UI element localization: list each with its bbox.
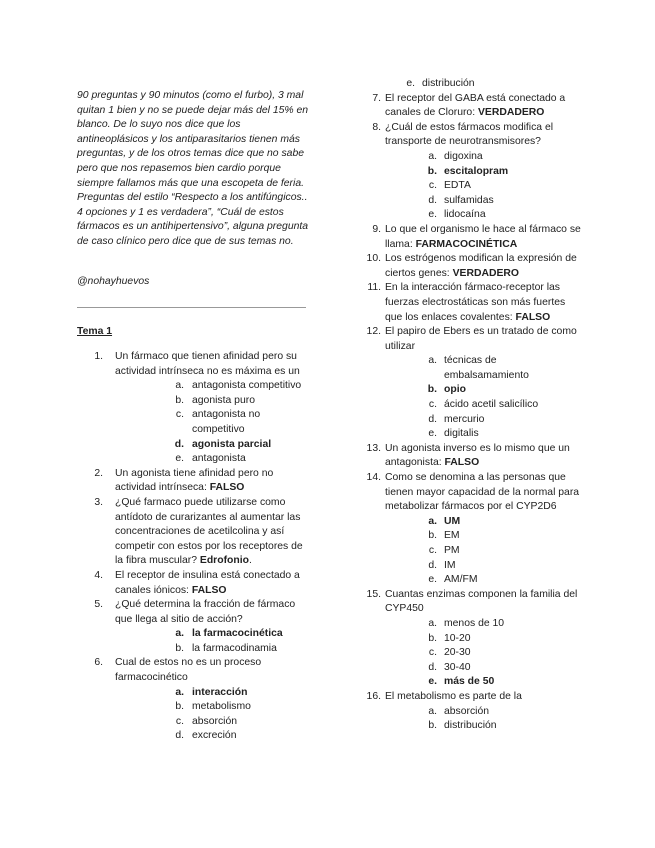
option-text: digitalis: [444, 428, 479, 440]
option-item: [385, 632, 581, 647]
question-number: 2.: [94, 467, 103, 479]
question-text: El receptor del GABA está conectado a canales de Cloruro:: [385, 92, 566, 119]
question-item: [363, 471, 581, 588]
question-number: 4.: [94, 569, 103, 581]
option-item: [385, 719, 581, 734]
option-letter: d.: [174, 438, 184, 450]
question-number: 9.: [372, 223, 381, 235]
option-text: absorción: [192, 715, 238, 727]
divider: [77, 307, 306, 308]
option-item: [115, 379, 311, 394]
option-letter: c.: [428, 399, 437, 411]
question-item: [77, 656, 311, 744]
option-text: 10-20: [444, 632, 471, 644]
question-number: 8.: [372, 121, 381, 133]
option-list: [115, 379, 311, 467]
option-item: [385, 573, 581, 588]
question-text: Un fármaco que tienen afinidad pero su actividad intrínseca no es máxima es un: [115, 351, 300, 377]
question-item: [77, 569, 311, 598]
option-text: AM/FM: [444, 574, 478, 586]
option-text: menos de 10: [444, 617, 505, 629]
option-text: metabolismo: [192, 701, 251, 713]
option-item: [385, 208, 581, 223]
left-column: [77, 350, 311, 744]
option-letter: d.: [428, 413, 437, 425]
option-text: ácido acetil salicílico: [444, 399, 539, 411]
option-text: agonista parcial: [192, 438, 272, 450]
option-list: [385, 150, 581, 223]
option-text: absorción: [444, 705, 490, 717]
option-text: más de 50: [444, 676, 495, 688]
question-answer: FALSO: [515, 311, 551, 323]
option-letter: d.: [428, 661, 437, 673]
option-letter: d.: [175, 730, 184, 742]
option-letter: a.: [428, 617, 437, 629]
question-text: En la interacción fármaco-receptor las fuerzas electrostáticas son más fuertes que los enlaces covalentes:: [385, 282, 566, 323]
option-item: [115, 438, 311, 453]
option-letter: d.: [428, 559, 437, 571]
question-item: [363, 223, 581, 252]
option-letter: a.: [175, 628, 184, 640]
option-item: [385, 194, 581, 209]
question-answer: Edrofonio: [199, 555, 249, 567]
option-text: antagonista competitivo: [192, 380, 302, 392]
option-letter: a.: [175, 686, 184, 698]
question-number: 6.: [94, 657, 103, 669]
question-item: [363, 281, 581, 325]
option-text: UM: [444, 515, 461, 527]
option-text: distribución: [422, 78, 475, 89]
option-letter: b.: [175, 701, 184, 713]
question-answer: FALSO: [209, 482, 245, 494]
option-item: [385, 529, 581, 544]
option-letter: e.: [428, 574, 437, 586]
question-item: [363, 121, 581, 223]
option-letter: c.: [175, 409, 184, 421]
option-item: [115, 715, 311, 730]
option-text: PM: [444, 545, 460, 556]
option-item: [385, 398, 581, 413]
question-item: [363, 442, 581, 471]
option-text: la farmacodinamia: [192, 642, 277, 654]
option-letter: e.: [175, 453, 184, 465]
option-text: excreción: [192, 730, 237, 742]
option-text: la farmacocinética: [192, 628, 283, 640]
option-letter: b.: [428, 530, 437, 542]
question-number: 14.: [366, 472, 381, 484]
option-letter: b.: [427, 165, 437, 177]
question-answer: FALSO: [444, 457, 480, 469]
option-item: [385, 165, 581, 180]
option-item: [385, 427, 581, 442]
option-list: [363, 77, 581, 92]
option-item: [385, 661, 581, 676]
right-column: [363, 77, 581, 734]
option-item: [385, 646, 581, 661]
option-text: digoxina: [444, 150, 483, 162]
option-letter: b.: [427, 384, 437, 396]
option-text: antagonista: [192, 453, 246, 465]
question-text: ¿Cuál de estos fármacos modifica el transporte de neurotransmisores?: [385, 121, 554, 148]
option-item: [385, 179, 581, 194]
intro-paragraph: 90 preguntas y 90 minutos (como el furbo), 3 mal quitan 1 bien y no se puede dejar más del 15% en blanco. De lo suyo nos dice que los antineoplásicos y los antiparasitarios tienen más preguntas, y de los otros temas dice que no sabe pero que nos repasemos bien cardio porque siempre fallamos más que una escopeta de feria. Preguntas del estilo “Respecto a los antifúngicos.. 4 opciones y 1 es verdadera”, “Cuál de estos fármacos es un antihipertensivo”, alguna pregunta de caso clínico pero dice que de sus temas no.: [77, 90, 309, 247]
question-text: Los estrógenos modifican la expresión de ciertos genes:: [385, 253, 577, 279]
option-text: mercurio: [444, 413, 485, 425]
option-item: [115, 700, 311, 715]
option-text: EDTA: [444, 180, 471, 192]
question-answer: VERDADERO: [452, 267, 519, 279]
option-letter: a.: [428, 355, 437, 367]
question-answer: FARMACOCINÉTICA: [415, 238, 518, 250]
question-text: Un agonista tiene afinidad pero no actividad intrínseca:: [115, 467, 274, 494]
option-letter: b.: [428, 632, 437, 644]
option-item: [385, 413, 581, 428]
question-number: 11.: [367, 282, 381, 294]
question-answer: FALSO: [191, 584, 227, 596]
option-list: [385, 515, 581, 588]
option-item: [385, 383, 581, 398]
option-text: escitalopram: [444, 165, 509, 177]
question-list: [77, 350, 311, 744]
option-letter: c.: [175, 715, 184, 727]
option-text: antagonista no competitivo: [192, 409, 261, 435]
option-letter: a.: [175, 380, 184, 392]
option-letter: e.: [428, 676, 437, 688]
option-letter: a.: [428, 515, 437, 527]
option-text: interacción: [192, 686, 248, 698]
option-letter: a.: [428, 705, 437, 717]
question-item: [363, 325, 581, 442]
question-item: [363, 690, 581, 734]
option-item: [385, 705, 581, 720]
option-item: [363, 77, 581, 92]
question-number: 12.: [366, 326, 381, 338]
option-item: [385, 150, 581, 165]
question-number: 10.: [366, 253, 381, 265]
option-letter: a.: [428, 150, 437, 162]
option-text: técnicas de embalsamamiento: [444, 355, 529, 381]
option-text: 30-40: [444, 661, 471, 673]
question-number: 5.: [94, 599, 103, 611]
option-letter: b.: [428, 720, 437, 732]
option-letter: c.: [428, 647, 437, 659]
option-item: [115, 642, 311, 657]
question-text: ¿Qué farmaco puede utilizarse como antídoto de curarizantes al aumentar las concentraciones de acetilcolina y así competir con estos por los receptores de la fibra muscular?: [115, 496, 303, 567]
question-number: 13.: [366, 442, 381, 454]
option-list: [115, 686, 311, 744]
question-number: 7.: [372, 92, 381, 104]
option-letter: e.: [428, 428, 437, 440]
option-item: [385, 675, 581, 690]
question-text: ¿Qué determina la fracción de fármaco que llega al sitio de acción?: [115, 599, 296, 625]
option-item: [385, 515, 581, 530]
option-letter: e.: [428, 209, 437, 221]
option-item: [115, 686, 311, 701]
question-text: El receptor de insulina está conectado a canales iónicos:: [115, 569, 300, 596]
section-title: Tema 1: [77, 326, 113, 337]
option-letter: b.: [175, 642, 184, 654]
option-letter: b.: [175, 394, 184, 406]
question-item: [363, 252, 581, 281]
option-item: [385, 544, 581, 559]
question-item: 3. ¿Qué farmaco puede utilizarse como antídoto de curarizantes al aumentar las concentraciones de acetilcolina y así competir con estos por los receptores de la fibra muscular? Edrofonio.: [77, 496, 311, 569]
question-number: 15.: [366, 588, 381, 600]
question-text: El metabolismo es parte de la: [385, 690, 522, 702]
question-text: Lo que el organismo le hace al fármaco se llama:: [385, 223, 581, 250]
option-item: [385, 354, 581, 383]
option-item: [115, 729, 311, 744]
question-item: [77, 467, 311, 496]
question-item: [77, 350, 311, 467]
option-text: sulfamidas: [444, 194, 494, 206]
question-number: 3.: [94, 496, 103, 508]
option-list: [385, 617, 581, 690]
option-letter: e.: [406, 78, 415, 89]
question-text: El papiro de Ebers es un tratado de como utilizar: [385, 326, 577, 352]
question-text: Cuantas enzimas componen la familia del CYP450: [385, 588, 578, 615]
question-item: [363, 588, 581, 690]
question-item: [77, 598, 311, 656]
option-letter: c.: [428, 545, 437, 556]
option-text: lidocaína: [444, 209, 486, 221]
option-list: [115, 627, 311, 656]
option-list: [385, 354, 581, 442]
question-list: [363, 92, 581, 734]
option-text: IM: [444, 559, 456, 571]
option-item: [115, 627, 311, 642]
option-text: distribución: [444, 720, 497, 732]
question-text: Un agonista inverso es lo mismo que un antagonista:: [385, 442, 570, 469]
question-text: Como se denomina a las personas que tienen mayor capacidad de la normal para metabolizar fármacos por el CYP2D6: [385, 472, 580, 513]
question-text: Cual de estos no es un proceso farmacocinético: [115, 657, 262, 684]
question-item: [363, 92, 581, 121]
option-letter: d.: [428, 194, 437, 206]
option-item: [115, 452, 311, 467]
option-list: [385, 705, 581, 734]
option-letter: c.: [428, 180, 437, 192]
option-item: [115, 394, 311, 409]
option-text: 20-30: [444, 647, 471, 659]
question-number: 16.: [366, 690, 381, 702]
option-item: [385, 559, 581, 574]
option-item: [385, 617, 581, 632]
question-number: 1.: [94, 351, 103, 362]
question-answer: VERDADERO: [478, 107, 545, 119]
author-handle: @nohayhuevos: [77, 276, 150, 287]
option-text: opio: [444, 384, 466, 396]
option-text: EM: [444, 530, 460, 542]
option-item: [115, 408, 311, 437]
option-text: agonista puro: [192, 394, 255, 406]
